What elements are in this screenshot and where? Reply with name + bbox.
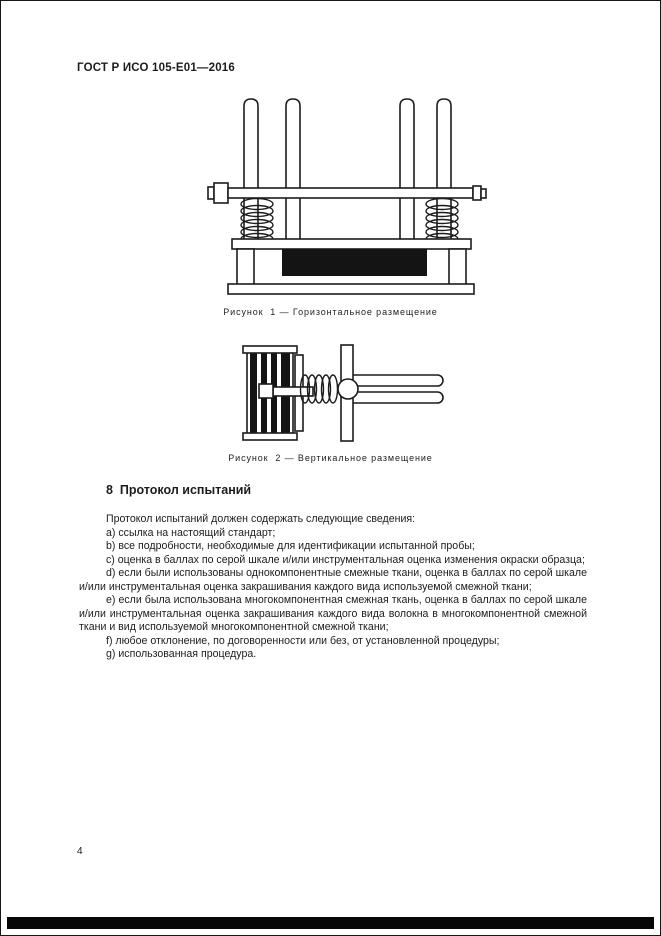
figure-1-caption: Рисунок 1 — Горизонтальное размещение [223, 307, 438, 317]
document-title: ГОСТ Р ИСО 105-Е01—2016 [77, 62, 236, 74]
list-item-b: b) все подробности, необходимые для идентификации испытанной пробы; [106, 540, 475, 552]
specimen-plate-stack [228, 239, 474, 294]
figure-2-caption: Рисунок 2 — Вертикальное размещение [228, 453, 433, 463]
list-item-g: g) использованная процедура. [106, 648, 257, 660]
section-body [79, 513, 587, 662]
ball-joint [338, 379, 358, 399]
list-item-a: a) ссылка на настоящий стандарт; [106, 526, 276, 539]
section-intro: Протокол испытаний должен содержать следующие сведения: [106, 513, 416, 525]
list-item-d: d) если были использованы однокомпонентные смежные ткани, оценка в баллах по серой шкале и/или инструментальная оценка закрашивания каждого вида используемой смежной ткани; [79, 567, 587, 593]
page-bottom-bar [7, 917, 654, 929]
page-number: 4 [77, 846, 83, 857]
guide-rods [244, 99, 451, 241]
list-item-e: e) если была использована многокомпонентная смежная ткань, оценка в баллах по серой шкале и/или инструментальная оценка закрашивания каждого вида волокна в многокомпонентной смежной ткани и вид используемой многокомпонентной смежной ткани; [79, 594, 587, 633]
list-item-f: f) любое отклонение, по договоренности или без, от установленной процедуры; [106, 634, 500, 647]
list-item-c: c) оценка в баллах по серой шкале и/или инструментальная оценка изменения окраски образца; [106, 553, 585, 566]
figure-2-vertical-device [227, 337, 451, 449]
compression-springs [241, 199, 458, 245]
figure-1-horizontal-device [201, 93, 491, 298]
section-heading: 8 Протокол испытаний [106, 483, 252, 497]
